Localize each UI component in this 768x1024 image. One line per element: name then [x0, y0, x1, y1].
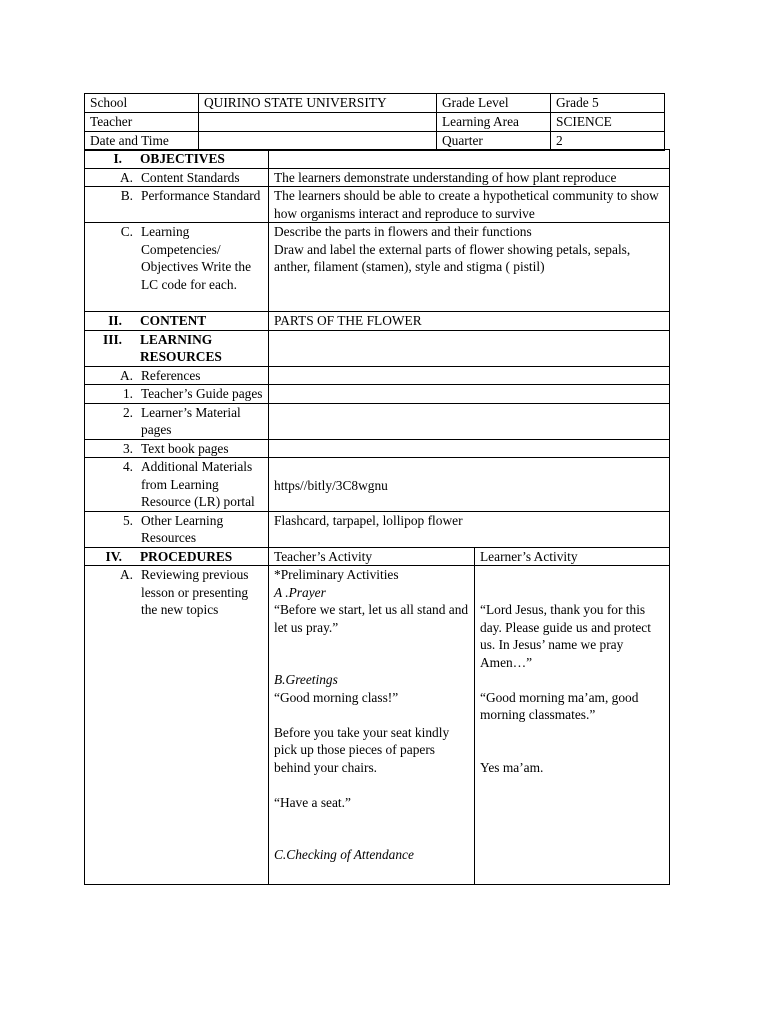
references-row: [85, 366, 670, 385]
school-label: School: [85, 94, 199, 113]
reviewing-label: Reviewing previous lesson or presenting the new topics: [141, 567, 249, 617]
have-seat-text: “Have a seat.”: [274, 794, 351, 810]
prayer-text: “Before we start, let us all stand and let us pray.”: [274, 602, 469, 635]
content-row: [85, 312, 670, 331]
school-row: [85, 94, 665, 113]
item-number: 2.: [122, 404, 133, 420]
item-letter: A.: [119, 567, 133, 582]
content-value: PARTS OF THE FLOWER: [269, 312, 670, 331]
learning-resources-row: [85, 330, 670, 366]
content-standards-value: The learners demonstrate understanding of how plant reproduce: [269, 168, 670, 187]
grade-level-label: Grade Level: [437, 94, 551, 113]
greetings-text: “Good morning class!”: [274, 689, 399, 705]
objectives-heading: OBJECTIVES: [140, 151, 225, 166]
other-resources-row: [85, 511, 670, 547]
learner-activity-heading: Learner’s Activity: [475, 547, 670, 566]
textbook-label: Text book pages: [141, 440, 229, 456]
procedures-heading-row: [85, 547, 670, 566]
learner-greeting: “Good morning ma’am, good morning classmates.”: [480, 689, 639, 722]
learner-prayer: “Lord Jesus, thank you for this day. Please guide us and protect us. In Jesus’ name we pray Amen…”: [480, 602, 651, 670]
section-number: IV.: [105, 548, 122, 564]
section-number: II.: [108, 313, 122, 328]
item-number: 5.: [122, 512, 133, 528]
learning-area-value: SCIENCE: [551, 113, 665, 132]
procedure-a-row: [85, 566, 670, 885]
greetings-heading: B.Greetings: [274, 672, 338, 687]
item-letter: A.: [119, 169, 133, 185]
teacher-row: [85, 113, 665, 132]
item-number: 3.: [122, 440, 133, 456]
prayer-heading: A .Prayer: [274, 584, 326, 600]
date-row: [85, 132, 665, 151]
attendance-heading: C.Checking of Attendance: [274, 847, 414, 862]
learners-material-row: [85, 403, 670, 439]
references-label: References: [141, 367, 201, 383]
learning-area-label: Learning Area: [437, 113, 551, 132]
competency-1: Describe the parts in flowers and their functions: [274, 224, 532, 239]
item-letter: C.: [120, 224, 133, 239]
date-label: Date and Time: [85, 132, 199, 151]
item-letter: A.: [119, 367, 133, 383]
section-number: I.: [113, 151, 122, 166]
school-value: QUIRINO STATE UNIVERSITY: [199, 94, 437, 113]
additional-materials-row: [85, 458, 670, 512]
content-standards-row: [85, 168, 670, 187]
learner-response: Yes ma’am.: [480, 759, 544, 775]
objectives-heading-row: [85, 150, 670, 169]
header-table: [84, 93, 665, 151]
learners-material-label: Learner’s Material pages: [141, 404, 241, 437]
preliminary-activities: *Preliminary Activities: [274, 567, 399, 582]
teacher-value: [199, 113, 437, 132]
quarter-value: 2: [551, 132, 665, 151]
quarter-label: Quarter: [437, 132, 551, 151]
lr-portal-link: https//bitly/3C8wgnu: [274, 477, 388, 493]
learning-competencies-label: Learning Competencies/ Objectives Write the LC code for each.: [141, 224, 252, 292]
other-resources-value: Flashcard, tarpapel, lollipop flower: [269, 511, 670, 547]
teacher-activity-heading: Teacher’s Activity: [269, 547, 475, 566]
section-number: III.: [103, 331, 122, 347]
procedures-heading: PROCEDURES: [140, 548, 233, 564]
item-number: 1.: [122, 386, 133, 401]
learning-resources-heading: LEARNING RESOURCES: [140, 331, 222, 364]
additional-materials-label: Additional Materials from Learning Resource (LR) portal: [141, 459, 255, 509]
content-heading: CONTENT: [140, 313, 207, 328]
performance-standard-label: Performance Standard: [141, 188, 261, 203]
grade-level-value: Grade 5: [551, 94, 665, 113]
lesson-table: [84, 149, 670, 885]
textbook-row: [85, 439, 670, 458]
seat-instruction: Before you take your seat kindly pick up those pieces of papers behind your chairs.: [274, 724, 450, 775]
item-letter: B.: [120, 188, 133, 203]
performance-standard-row: [85, 187, 670, 223]
learning-competencies-row: [85, 223, 670, 312]
performance-standard-value: The learners should be able to create a hypothetical community to show how organisms interact and reproduce to survive: [269, 187, 670, 223]
teachers-guide-label: Teacher’s Guide pages: [141, 386, 263, 401]
competency-2: Draw and label the external parts of flower showing petals, sepals, anther, filament (stamen), style and stigma ( pistil): [274, 241, 631, 274]
date-value: [199, 132, 437, 151]
other-resources-label: Other Learning Resources: [141, 512, 224, 545]
content-standards-label: Content Standards: [141, 169, 240, 185]
item-number: 4.: [122, 459, 133, 474]
teachers-guide-row: [85, 385, 670, 404]
teacher-label: Teacher: [85, 113, 199, 132]
